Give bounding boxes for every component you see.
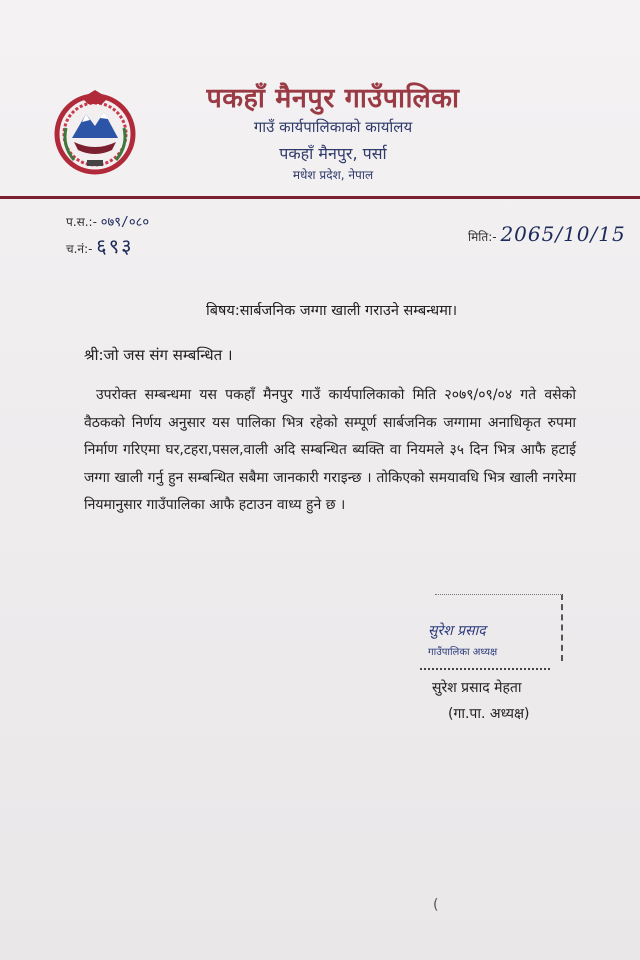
cn-label: च.नं:- [66, 242, 93, 256]
stamp-signature-text: सुरेश प्रसाद [428, 623, 486, 639]
reference-ps [66, 212, 149, 230]
stamp-title-text: गाउँपालिका अध्यक्ष [428, 647, 498, 658]
cn-value: ६९३ [96, 234, 134, 258]
nepal-emblem-logo [52, 88, 138, 180]
signatory-title: (गा.पा. अध्यक्ष) [448, 706, 530, 722]
body-paragraph: उपरोक्त सम्बन्धमा यस पकहाँ मैनपुर गाउँ कार्यपालिकाको मिति २०७९/०९/०४ गते वसेको वैठकको निर्णय अनुसार यस पालिका भित्र रहेको सम्पूर्ण सार्बजनिक जग्गामा अनाधिकृत रुपमा निर्माण गरिएमा घर,टहरा,पसल,वाली अदि सम्बन्धित ब्यक्ति वा नियमले ३५ दिन भित्र आफै हटाई जग्गा खाली गर्नु हुन सम्बन्धित सबैमा जानकारी गराइन्छ । तोकिएको समयावधि भित्र खाली नगरेमा नियमानुसार गाउँपालिका आफै हटाउन वाध्य हुने छ । [84, 387, 576, 513]
date-block [468, 222, 626, 246]
ps-label: प.स.:- [66, 215, 97, 229]
reference-cn [66, 232, 134, 259]
pen-mark: ( [433, 897, 439, 913]
date-value: 2065/10/15 [500, 222, 626, 246]
addressee-line: श्री:जो जस संग सम्बन्धित । [84, 346, 233, 364]
signatory-name: सुरेश प्रसाद मेहता [432, 680, 522, 696]
office-location: पकहाँ मैनपुर, पर्सा [279, 144, 387, 163]
org-name: पकहाँ मैनपुर गाउँपालिका [206, 83, 460, 114]
office-name: गाउँ कार्यपालिकाको कार्यालय [253, 118, 413, 136]
header-rule [0, 196, 640, 199]
ps-value: ०७९/०८० [100, 215, 150, 230]
signature-dotted-line [420, 668, 550, 670]
subject-line: बिषय:सार्बजनिक जग्गा खाली गराउने सम्बन्धमा। [206, 303, 458, 319]
date-label: मिति:- [468, 230, 497, 244]
office-state: मधेश प्रदेश, नेपाल [292, 168, 374, 182]
